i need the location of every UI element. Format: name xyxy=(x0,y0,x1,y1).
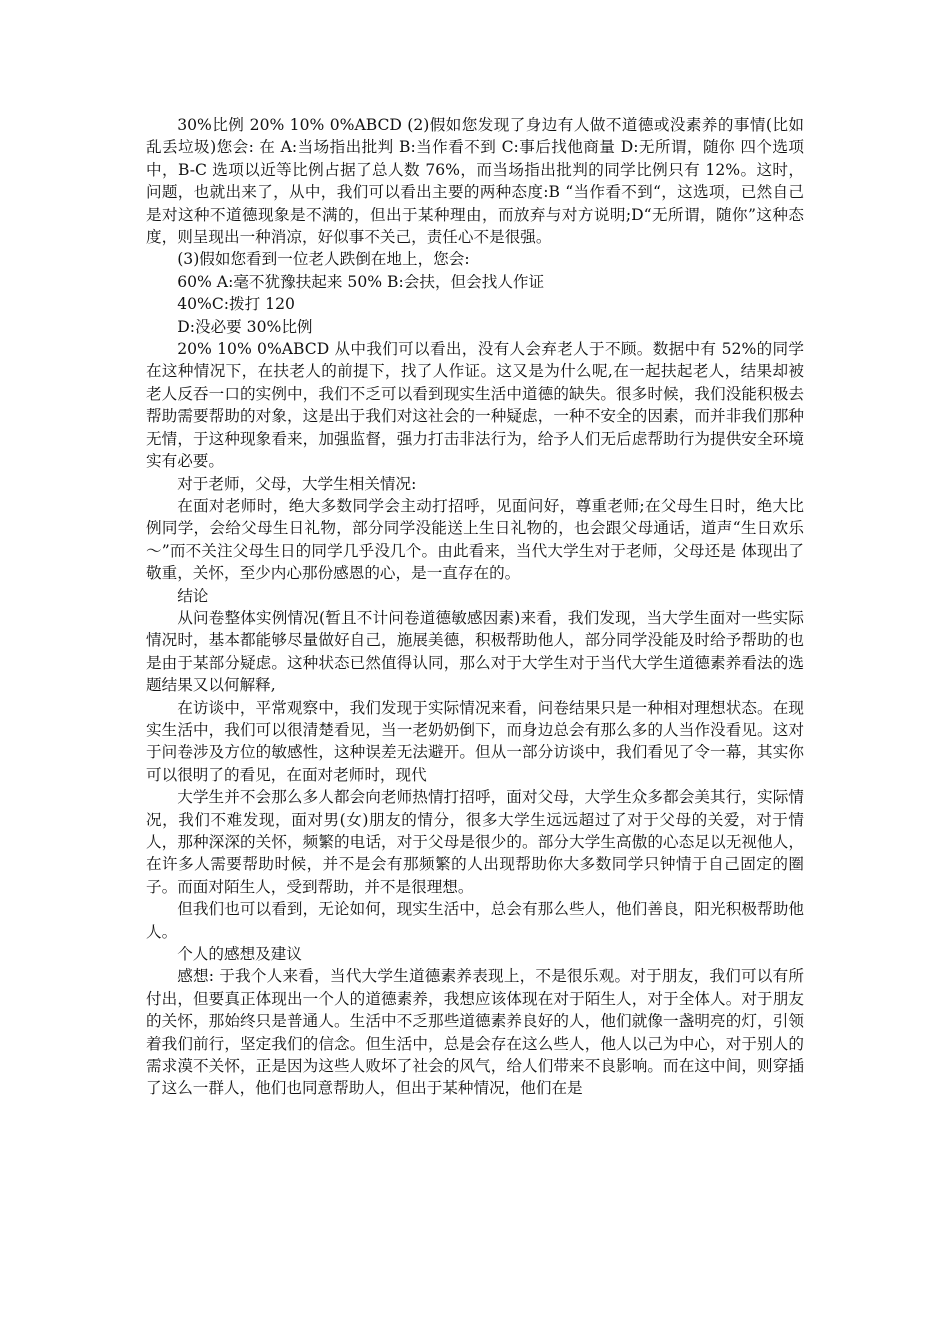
paragraph-conclusion-3: 大学生并不会那么多人都会向老师热情打招呼，面对父母，大学生众多都会美其行，实际情况，我们不难发现，面对男(女)朋友的情分，很多大学生远远超过了对于父母的关爱，对于情人，那种深深的关怀，频繁的电话，对于父母是很少的。部分大学生高傲的心态足以无视他人，在许多人需要帮助时候，并不是会有那频繁的人出现帮助你大多数同学只钟情于自己固定的圈子。而面对陌生人，受到帮助，并不是很理想。 xyxy=(146,788,804,896)
section-heading-conclusion: 结论 xyxy=(177,586,209,605)
paragraph-thoughts: 感想: 于我个人来看，当代大学生道德素养表现上，不是很乐观。对于朋友，我们可以有所付出，但要真正体现出一个人的道德素养，我想应该体现在对于陌生人，对于全体人。对于朋友的关怀，那始终只是普通人。生活中不乏那些道德素养良好的人，他们就像一盏明亮的灯，引领着我们前行，坚定我们的信念。但生活中，总是会存在这么些人，他人以己为中心，对于别人的需求漠不关怀，正是因为这些人败坏了社会的风气，给人们带来不良影响。而在这中间，则穿插了这么一群人，他们也同意帮助人，但出于某种情况，他们在是 xyxy=(146,967,804,1098)
paragraph-teacher-parent-heading: 对于老师，父母，大学生相关情况: xyxy=(177,474,417,493)
paragraph-teacher-parent-detail: 在面对老师时，绝大多数同学会主动打招呼，见面问好，尊重老师;在父母生日时，绝大比例同学，会给父母生日礼物，部分同学没能送上生日礼物的，也会跟父母通话，道声“生日欢乐～”而不关注父母生日的同学几乎没几个。由此看来，当代大学生对于老师，父母还是 体现出了敬重，关怀，至少内心那份感恩的心，是一直存在的。 xyxy=(146,496,804,583)
paragraph-option-ab: 60% A:毫不犹豫扶起来 50% B:会扶，但会找人作证 xyxy=(177,272,545,291)
paragraph-conclusion-2: 在访谈中，平常观察中，我们发现于实际情况来看，问卷结果只是一种相对理想状态。在现实生活中，我们可以很清楚看见，当一老奶奶倒下，而身边总会有那么多的人当作没看见。这对于问卷涉及方位的敏感性，这种误差无法避开。但从一部分访谈中，我们看见了令一幕，其实你可以很明了的看见，在面对老师时，现代 xyxy=(146,698,804,784)
paragraph-survey-q2: 30%比例 20% 10% 0%ABCD (2)假如您发现了身边有人做不道德或没素养的事情(比如乱丢垃圾)您会: 在 A:当场指出批判 B:当作看不到 C:事后找他商量 D:无所谓，随你 四个选项中，B-C 选项以近等比例占据了总人数 76%，而当场指出批判的同学比例只有 12%。这时，问题，也就出来了，从中，我们可以看出主要的两种态度:B “当作看不到“，这选项，已然自己是对这种不道德现象是不满的，但出于某种理由，而放弃与对方说明;D“无所谓，随你”这种态度，则呈现出一种消凉，好似事不关己，责任心不是很强。 xyxy=(146,116,804,247)
paragraph-option-d: D:没必要 30%比例 xyxy=(177,317,313,336)
paragraph-conclusion-4: 但我们也可以看到，无论如何，现实生活中，总会有那么些人，他们善良，阳光积极帮助他人。 xyxy=(146,900,804,941)
paragraph-conclusion-1: 从问卷整体实例情况(暂且不计问卷道德敏感因素)来看，我们发现，当大学生面对一些实际情况时，基本都能够尽量做好自己，施展美德，积极帮助他人，部分同学没能及时给予帮助的也是由于某部分疑虑。这种状态已然值得认同，那么对于大学生对于当代大学生道德素养看法的选题结果又以何解释, xyxy=(146,608,804,695)
document-body xyxy=(146,114,804,1100)
section-heading-thoughts: 个人的感想及建议 xyxy=(177,945,302,964)
paragraph-survey-q3: (3)假如您看到一位老人跌倒在地上，您会: xyxy=(177,250,470,269)
paragraph-option-c: 40%C:拨打 120 xyxy=(177,295,295,314)
paragraph-q3-analysis: 20% 10% 0%ABCD 从中我们可以看出，没有人会弃老人于不顾。数据中有 52%的同学在这种情况下，在扶老人的前提下，找了人作证。这又是为什么呢,在一起扶起老人，结果却被老人反吞一口的实例中，我们不乏可以看到现实生活中道德的缺失。很多时候，我们没能积极去帮助需要帮助的对象，这是出于我们对这社会的一种疑虑，一种不安全的因素，而并非我们那种无情，于这种现象看来，加强监督，强力打击非法行为，给予人们无后虑帮助行为提供安全环境实有必要。 xyxy=(146,340,804,471)
